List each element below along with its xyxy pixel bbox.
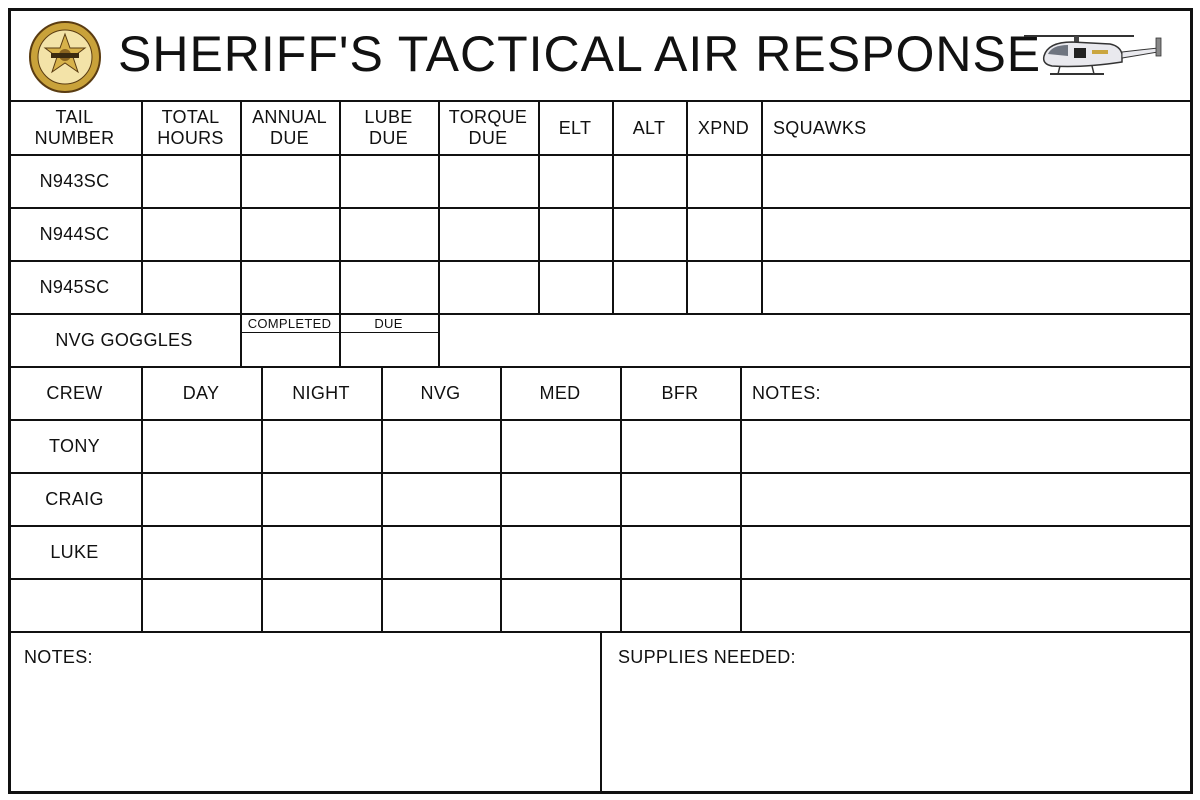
header-notes: NOTES: [752,382,821,403]
header-annual-due: ANNUAL DUE [252,107,327,148]
header-nvg: NVG [420,382,461,403]
header-bfr: BFR [661,382,699,403]
nvg-completed-label: COMPLETED [247,315,332,331]
crew-name-cell: CRAIG [45,488,104,509]
header-torque-due: TORQUE DUE [448,107,528,148]
header-crew: CREW [46,382,103,403]
grid-line [8,260,1193,262]
grid-line [8,207,1193,209]
header-total-hours: TOTAL HOURS [157,107,224,148]
grid-line [8,578,1193,580]
crew-name-cell [8,579,141,631]
header-lube-due: LUBE DUE [364,107,413,148]
grid-line [8,525,1193,527]
tail-number-cell: N944SC [39,223,110,244]
header-day: DAY [182,382,220,403]
footer-notes-label: NOTES: [24,647,93,667]
header-night: NIGHT [292,382,350,403]
nvg-due-label: DUE [374,315,403,331]
page-title: SHERIFF'S TACTICAL AIR RESPONSE [118,26,1042,82]
header-med: MED [539,382,581,403]
tail-number-cell: N943SC [39,170,110,191]
tail-number-cell: N945SC [39,276,110,297]
header-tail-number: TAIL NUMBER [34,107,115,148]
header-alt: ALT [632,117,666,138]
grid-line [8,472,1193,474]
grid-line [8,154,1193,156]
helicopter-icon [1022,28,1172,82]
footer-supplies-label: SUPPLIES NEEDED: [618,647,796,667]
crew-name-cell: TONY [49,435,100,456]
grid-line [600,631,602,794]
nvg-goggles-label: NVG GOGGLES [55,330,193,350]
header-elt: ELT [558,117,592,138]
header-xpnd: XPND [697,117,750,138]
sheriff-badge-icon [28,20,102,94]
crew-name-cell: LUKE [50,541,99,562]
header-squawks: SQUAWKS [773,117,867,138]
grid-line [8,419,1193,421]
